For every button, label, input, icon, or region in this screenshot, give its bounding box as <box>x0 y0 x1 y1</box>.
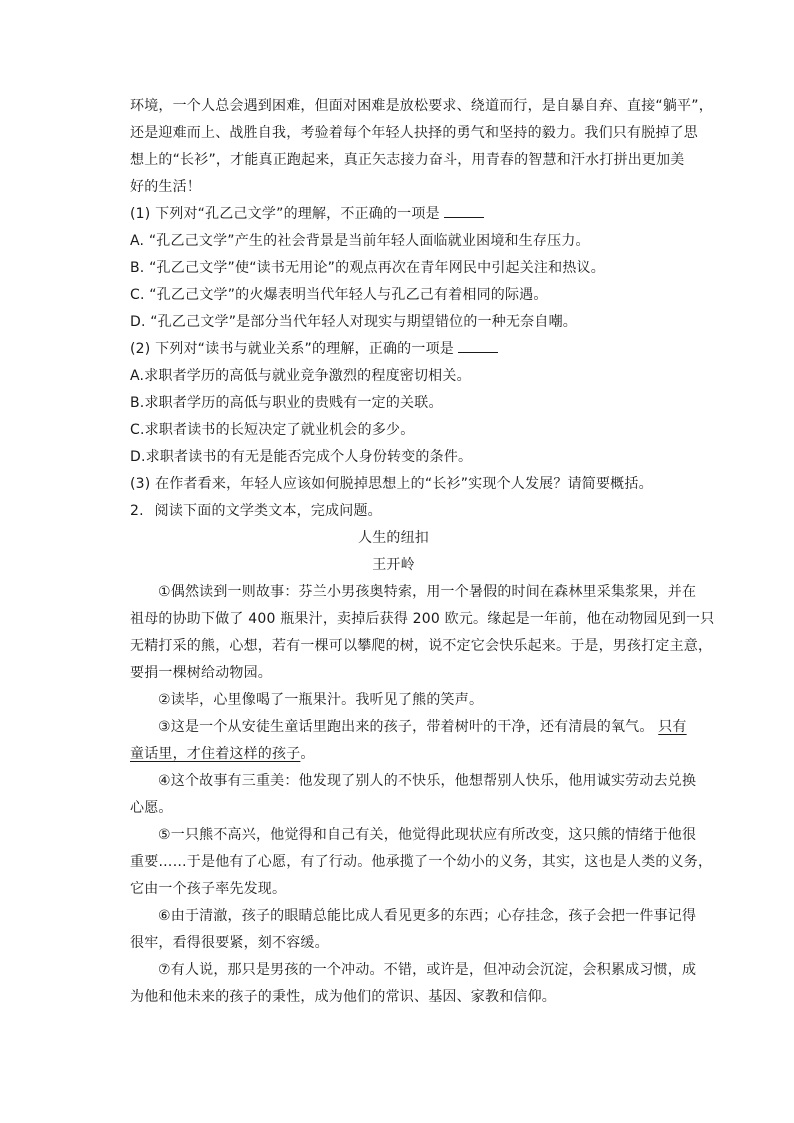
paragraph-2: ②读毕，心里像喝了一瓶果汁。我听见了熊的笑声。 <box>158 692 484 708</box>
answer-blank <box>458 338 498 353</box>
underlined-sentence: 童话里，才住着这样的孩子 <box>130 746 301 762</box>
passage-line: 还是迎难而上、战胜自我，考验着每个年轻人抉择的勇气和坚持的毅力。我们只有脱掉了思 <box>130 125 698 141</box>
question-1-stem <box>130 201 710 228</box>
paragraph-4-line: 心愿。 <box>130 800 173 816</box>
question-1-option-c: C. “孔乙己文学”的火爆表明当代年轻人与孔乙己有着相同的际遇。 <box>130 287 548 303</box>
paragraph-1-line: 祖母的协助下做了 400 瓶果汁，卖掉后获得 200 欧元。缘起是一年前，他在动物园见到一只 <box>130 611 715 627</box>
question-1-text: (1) 下列对“孔乙己文学”的理解，不正确的一项是 <box>130 206 440 222</box>
article-title: 人生的纽扣 <box>358 530 429 546</box>
paragraph-1-line: 要捐一棵树给动物园。 <box>130 665 272 681</box>
paragraph-7-line: 为他和他未来的孩子的秉性，成为他们的常识、基因、家教和信仰。 <box>130 989 556 1005</box>
page-content <box>130 93 715 1011</box>
question-1-option-b: B. “孔乙己文学”使“读书无用论”的观点再次在青年网民中引起关注和热议。 <box>130 260 605 276</box>
passage-line: 好的生活！ <box>130 179 201 195</box>
paragraph-6-line: ⑥由于清澈，孩子的眼睛总能比成人看见更多的东西；心存挂念，孩子会把一件事记得 <box>158 908 697 924</box>
section-2-instruction-text: 阅读下面的文学类文本，完成问题。 <box>154 503 382 519</box>
paragraph-1-line: ①偶然读到一则故事：芬兰小男孩奥特索，用一个暑假的时间在森林里采集浆果，并在 <box>158 584 697 600</box>
paragraph-3-text: ③这是一个从安徒生童话里跑出来的孩子，带着树叶的干净，还有清晨的氧气。 <box>158 719 654 735</box>
section-2-instruction <box>130 498 710 525</box>
question-1-option-a: A. “孔乙己文学”产生的社会背景是当前年轻人面临就业困境和生存压力。 <box>130 233 590 249</box>
paragraph-4-line: ④这个故事有三重美：他发现了别人的不快乐，他想帮别人快乐，他用诚实劳动去兑换 <box>158 773 697 789</box>
question-2-stem <box>130 336 710 363</box>
paragraph-5-line: 它由一个孩子率先发现。 <box>130 881 287 897</box>
underlined-sentence: 只有 <box>658 719 687 735</box>
question-2-option-d: D.求职者读书的有无是能否完成个人身份转变的条件。 <box>130 449 473 465</box>
answer-blank <box>444 203 484 218</box>
paragraph-3-line <box>130 714 710 741</box>
paragraph-5-line: ⑤一只熊不高兴，他觉得和自己有关，他觉得此现状应有所改变，这只熊的情绪于他很 <box>158 827 697 843</box>
section-2-number: 2. <box>130 503 144 519</box>
question-3-stem: (3) 在作者看来，年轻人应该如何脱掉思想上的“长衫”实现个人发展？请简要概括。 <box>130 476 653 492</box>
passage-line: 环境，一个人总会遇到困难，但面对困难是放松要求、绕道而行，是自暴自弃、直接“躺平”， <box>130 98 713 114</box>
question-2-option-c: C.求职者读书的长短决定了就业机会的多少。 <box>130 422 415 438</box>
question-2-option-b: B.求职者学历的高低与职业的贵贱有一定的关联。 <box>130 395 443 411</box>
paragraph-3-line <box>130 741 710 768</box>
question-1-option-d: D. “孔乙己文学”是部分当代年轻人对现实与期望错位的一种无奈自嘲。 <box>130 314 577 330</box>
paragraph-3-end: 。 <box>300 746 315 762</box>
article-author: 王开岭 <box>372 557 415 573</box>
paragraph-7-line: ⑦有人说，那只是男孩的一个冲动。不错，或许是，但冲动会沉淀，会积累成习惯，成 <box>158 962 697 978</box>
question-2-text: (2) 下列对“读书与就业关系”的理解，正确的一项是 <box>130 341 454 357</box>
paragraph-1-line: 无精打采的熊，心想，若有一棵可以攀爬的树，说不定它会快乐起来。于是，男孩打定主意， <box>130 638 713 654</box>
passage-line: 想上的“长衫”，才能真正跑起来，真正矢志接力奋斗，用青春的智慧和汗水打拼出更加美 <box>130 152 685 168</box>
paragraph-6-line: 很牢，看得很要紧，刻不容缓。 <box>130 935 329 951</box>
paragraph-5-line: 重要……于是他有了心愿，有了行动。他承揽了一个幼小的义务，其实，这也是人类的义务， <box>130 854 713 870</box>
question-2-option-a: A.求职者学历的高低与就业竞争激烈的程度密切相关。 <box>130 368 471 384</box>
